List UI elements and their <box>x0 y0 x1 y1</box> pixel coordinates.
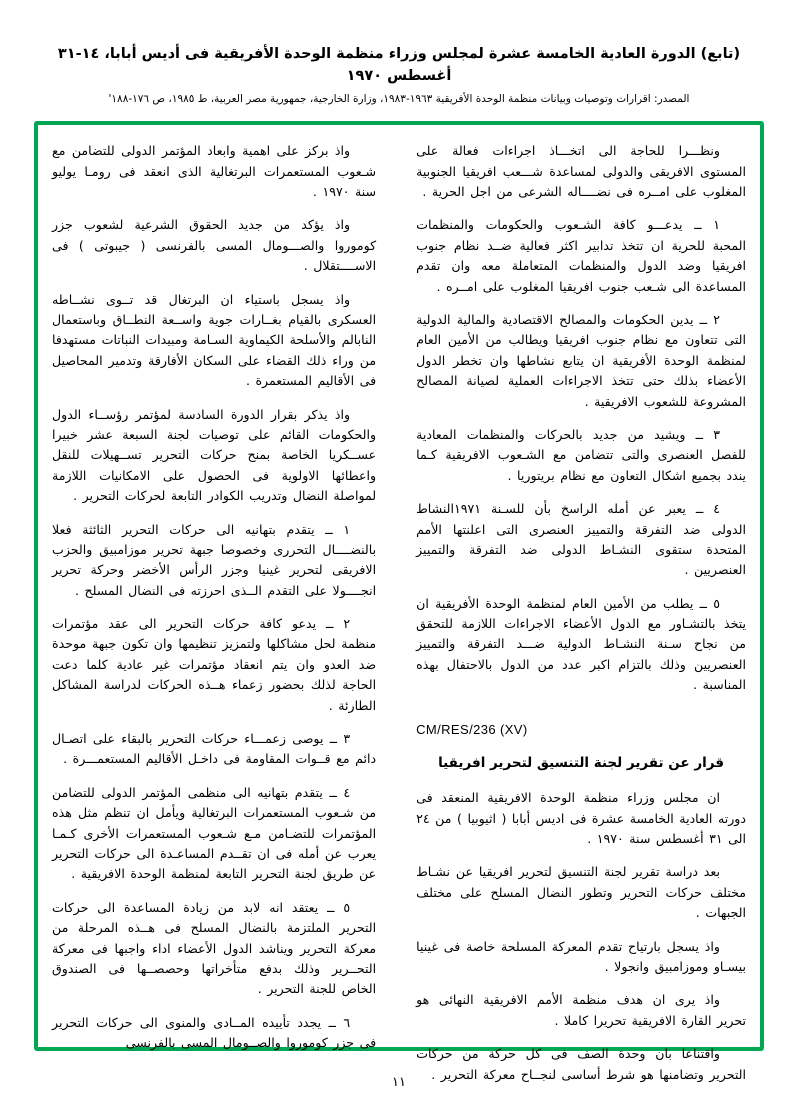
paragraph: ان مجلس وزراء منظمة الوحدة الافريقية المنعقد فى دورته العادية الخامسة عشرة فى اديس أبابا ( اثيوبيا ) من ٢٤ الى ٣١ أغسطس سنة ١٩٧٠ . <box>416 790 746 846</box>
paragraph: ٥ ــ يطلب من الأمين العام لمنظمة الوحدة الأفريقية ان يتخذ بالتشـاور مع الدول الأعضاء الاجراءات اللازمة للتحقق من نجاح سـنة النشـاط الدولية ضـــد التفرقة والتمييز العنصريين وذلك بالتزام اكبر عدد من الدول بالاحتفال بهذه المناسبة . <box>416 595 746 693</box>
page-number: ١١ <box>392 1075 406 1090</box>
paragraph: ٢ ــ يدعو كافة حركات التحرير الى عقد مؤتمرات منظمة لحل مشاكلها ولتمزيز تنظيمها وان تكون جبهة موحدة ضد العدو وان يتم انعقاد مؤتمرات غير عادية كلما دعت الحاجة لذلك بحضور زعماء هــذه الحركات لدراسة المشاكل الطارئة . <box>52 616 377 713</box>
paragraph: ٤ ــ يتقدم بتهانيه الى منظمى المؤتمر الدولى للتضامن من شـعوب المستعمرات البرتغالية ويأمل ان تنظم مثل هذه المؤتمرات للتضـامن مـع شـعوب المستعمرات الأخرى كـمـا يعرب عن أمله فى ان تقــدم المساعـدة الى حركات التحرير عن طريق لجنة التحرير التابعة لمنظمة الوحدة الافريقية . <box>52 784 377 882</box>
paragraph: ونظـــرا للحاجة الى اتخـــاذ اجراءات فعالة على المستوى الافريقى والدولى لمساعدة شـــعب افريقيا الجنوبية المغلوب على امــره فى نضــــاله الشرعى من اجل الحرية . <box>416 143 746 200</box>
page-title: (تابع) الدورة العادية الخامسة عشرة لمجلس وزراء منظمة الوحدة الأفريقية فى أديس أبابا، ١٤-٣١ أغسطس ١٩٧٠ <box>57 46 741 84</box>
paragraph: واذ يسجل باستياء ان البرتغال قد تــوى نشــاطه العسكرى بالقيام بغــارات جوية واســعة النطــاق وباستعمال النابالم والأسلحة الكيماوية السـامة ومبيدات النباتات مستهدفا من وراء ذلك القضاء على السكان الأفارقة وتدمير المحاصيل فى الأقاليم المستعمرة . <box>52 291 377 389</box>
column-left <box>412 141 746 1082</box>
paragraph: ٦ ــ يجدد تأييده المــادى والمنوى الى حركات التحرير فى جزر كوموروا والصــومال المسى بالفرنسى <box>52 1014 377 1051</box>
paragraph: ٥ ــ يعتقد انه لابد من زيادة المساعدة الى حركات التحرير الملتزمة بالنضال المسلح فى هــذه المرحلة من معركة التحرير ويناشد الدول الأعضاء اداء واجبها فى معركة التحــرير وذلك بدفع متأخراتها وحصصــها فى الصندوق الخاص للجنة التحرير . <box>52 899 377 997</box>
paragraph: واذ يذكر بقرار الدورة السادسة لمؤتمر رؤســاء الدول والحكومات القائم على توصيات لجنة السبعة عشر خبيرا عســكريا الخاصة بمنح حركات التحرير تســهيلات للنقل واعطائها الاولوية فى الحصول على الامكانيات اللازمة لمواصلة النضال وتدريب الكوادر التابعة لحركات التحرير . <box>52 406 377 504</box>
resolution-heading: قرار عن تقرير لجنة التنسيق لتحرير افريقيا <box>438 754 724 771</box>
paragraph: واقتناعا بان وحدة الصف فى كل حركة من حركات التحرير وتضامنها هو شرط أساسى لنجــاح معركة التحرير . <box>416 1046 746 1082</box>
source-line: المصدر: اقرارات وتوصيات وبيانات منظمة الوحدة الأفريقية ١٩٦٣-١٩٨٣، وزارة الخارجية، جمهورية مصر العربية، ط ١٩٨٥، ص ١٧٦-١٨٨' <box>108 92 690 105</box>
paragraph: واذ يسجل بارتياح تقدم المعركة المسلحة خاصة فى غينيا بيسـاو وموزامبيق وانجولا . <box>416 938 746 974</box>
paragraph: بعد دراسة تقرير لجنة التنسيق لتحرير افريقيا عن نشـاط مختلف حركات التحرير وتطور النضال المسلح على مختلف الجبهات . <box>416 864 746 921</box>
content-frame <box>34 121 764 1082</box>
paragraph: واذ بركز على اهمية وابعاد المؤتمر الدولى للتضامن مع شـعوب المستعمرات البرتغالية الذى انعقد فى رومـا يوليو سنة ١٩٧٠ . <box>52 143 377 200</box>
column-right <box>52 141 386 1051</box>
paragraph: واذ يرى ان هدف منظمة الأمم الافريقية النهائى هو تحرير القارة الافريقية تحريرا كاملا . <box>416 992 746 1028</box>
paragraph: ١ ــ يتقدم بتهانيه الى حركات التحرير الثائثة فعلا بالنضــــال التحررى وخصوصا جبهة تحرير موزامبيق والحزب الافريقى لتحرير غينيا وجزر الرأس الأخضر وحركة تحرير انجــــولا على التقدم الــذى احرزته فى النضال المسلح . <box>52 521 377 598</box>
paragraph: ٤ ــ يعبر عن أمله الراسخ بأن للسـنة ١٩٧١النشاط الدولى ضد التفرقة والتمييز العنصرى التى اعلنتها الأمم المتحدة ستقوى النشـاط الدولى ضد التفرقة والتمييز العنصريين . <box>416 501 746 578</box>
paragraph: ١ ــ يدعـــو كافة الشـعوب والحكومات والمنظمات المحبة للحرية ان تتخذ تدابير اكثر فعالية ضــد نظام جنوب افريقيا وضد الدول والمنظمات المتعاملة معه وان تقدم المساعدة الى شـعب جنوب افريقيا المغلوب على امــره . <box>416 217 746 294</box>
resolution-code: CM/RES/236 (XV) <box>416 721 528 737</box>
paragraph: ٢ ــ يدين الحكومات والمصالح الاقتصادية والمالية الدولية التى تتعاون مع نظام جنوب افريقيا ويطالب من الأمين العام لمنظمة الوحدة الأفريقية ان يتابع نشاطها وان تخطر الدول الأعضاء بذلك حتى تتخذ الاجراءات العملية لصيانة المصالح المشروعة للشعوب الافريقية . <box>416 311 746 409</box>
paragraph: ٣ ــ يوصى زعمـــاء حركات التحرير بالبقاء على اتصـال دائم مع قــوات المقاومة فى داخـل الأقاليم المستعمـــرة . <box>52 731 377 767</box>
two-column-layout <box>52 141 746 1082</box>
paragraph: واذ يؤكد من جديد الحقوق الشرعية لشعوب جزر كوموروا والصـــومال المسى بالفرنسى ( جيبوتى ) فى الاســــتقلال . <box>52 217 377 274</box>
paragraph: ٣ ــ ويشيد من جديد بالحركات والمنظمات المعادية للفصل العنصرى والتى تتضامن مع الشـعوب الافريقية كـما يندد بجميع اشكال التعاون مع نظام بريتوريا . <box>416 426 746 483</box>
